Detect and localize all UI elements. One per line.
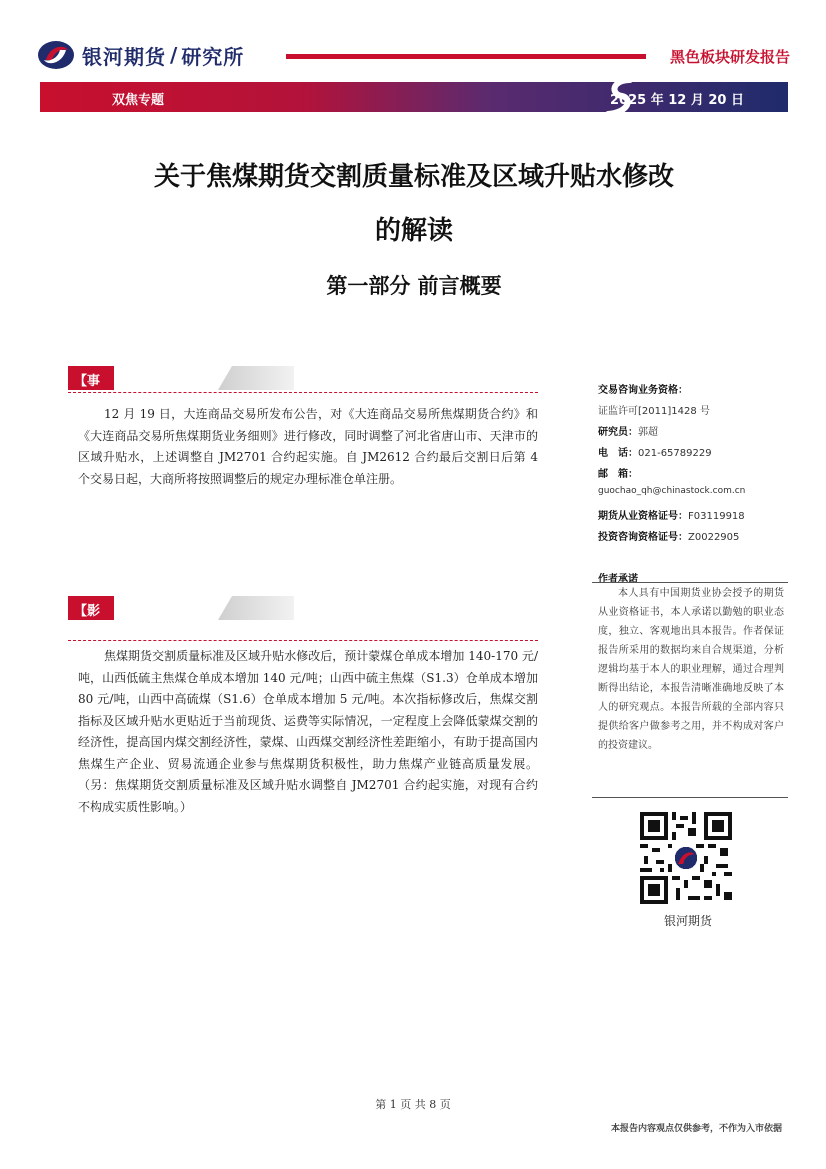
section-divider <box>68 392 538 393</box>
futures-cert: 期货从业资格证号：F03119918 <box>598 511 745 522</box>
email-address: guochao_qh@chinastock.com.cn <box>598 486 746 496</box>
report-topic: 双焦专题 <box>112 93 165 108</box>
qr-code-icon <box>640 812 732 904</box>
event-review-text: 12 月 19 日，大连商品交易所发布公告，对《大连商品交易所焦煤期货合约》和《大连商品交易所焦煤期货业务细则》进行修改，同时调整了河北省唐山市、天津市的区域升贴水，上述调整自 JM2701 合约起实施。自 JM2612 合约最后交割日后第 4 个交易日起，大商所将按照调整后的规定办理标准仓单注册。 <box>78 407 538 486</box>
header-banner <box>40 82 788 112</box>
section-divider <box>68 640 538 641</box>
header-divider <box>286 54 646 59</box>
main-title-line1: 关于焦煤期货交割质量标准及区域升贴水修改 <box>153 162 674 192</box>
commitment-divider-top <box>592 582 788 583</box>
brand-logo <box>36 38 244 72</box>
report-type: 黑色板块研发报告 <box>669 48 790 66</box>
qualification-value: 证监许可[2011]1428 号 <box>598 406 710 417</box>
invest-cert: 投资咨询资格证号：Z0022905 <box>598 532 740 543</box>
main-title-line2: 的解读 <box>374 216 453 246</box>
brand-separator: / <box>170 43 178 67</box>
qr-caption: 银河期货 <box>663 914 712 928</box>
impact-analysis-text: 焦煤期货交割质量标准及区域升贴水修改后，预计蒙煤仓单成本增加 140-170 元/吨，山西低硫主焦煤仓单成本增加 140 元/吨；山西中硫主焦煤（S1.3）仓单成本增加 80 元/吨，山西中高硫煤（S1.6）仓单成本增加 5 元/吨。本次指标修改后，焦煤交割指标及区域升贴水更贴近于当前现货、运费等实际情况，一定程度上会降低蒙煤交割的经济性，提高国内煤交割经济性，蒙煤、山西煤交割经济性差距缩小，有助于提高国内焦煤生产企业、贸易流通企业参与焦煤期货积极性，助力焦煤产业链高质量发展。（另：焦煤期货交割质量标准及区域升贴水调整自 JM2701 合约起实施，对现有合约不构成实质性影响。） <box>78 649 538 814</box>
footer-disclaimer: 本报告内容观点仅供参考，不作为入市依据 <box>610 1124 782 1134</box>
commitment-divider-bottom <box>592 797 788 798</box>
section-subtitle: 第一部分 前言概要 <box>326 274 502 298</box>
commitment-text: 本人具有中国期货业协会授予的期货从业资格证书，本人承诺以勤勉的职业态度，独立、客观地出具本报告。作者保证报告所采用的数据均来自合规渠道，分析逻辑均基于本人的职业理解，通过合理判断得出结论，本报告清晰准确地反映了本人的研究观点。本报告所载的全部内容只提供给客户做参考之用，并不构成对客户的投资建议。 <box>598 588 784 751</box>
researcher: 研究员：郭超 <box>598 427 658 438</box>
galaxy-logo-icon <box>36 38 76 72</box>
page-number: 第 1 页 共 8 页 <box>375 1098 451 1111</box>
email-label: 邮 箱： <box>598 469 638 480</box>
section-tag-label: 【影响分析】 <box>68 596 114 620</box>
report-date: 2025 年 12 月 20 日 <box>610 93 744 108</box>
brand-name: 银河期货 <box>82 44 166 69</box>
commitment-title: 作者承诺 <box>598 574 638 585</box>
qualification-label: 交易咨询业务资格： <box>598 385 688 396</box>
institute-name: 研究所 <box>181 44 245 69</box>
phone: 电 话：021-65789229 <box>598 448 712 459</box>
tag-decoration <box>218 366 294 390</box>
section-tag-label: 【事件回顾】 <box>68 366 114 390</box>
tag-decoration <box>218 596 294 620</box>
